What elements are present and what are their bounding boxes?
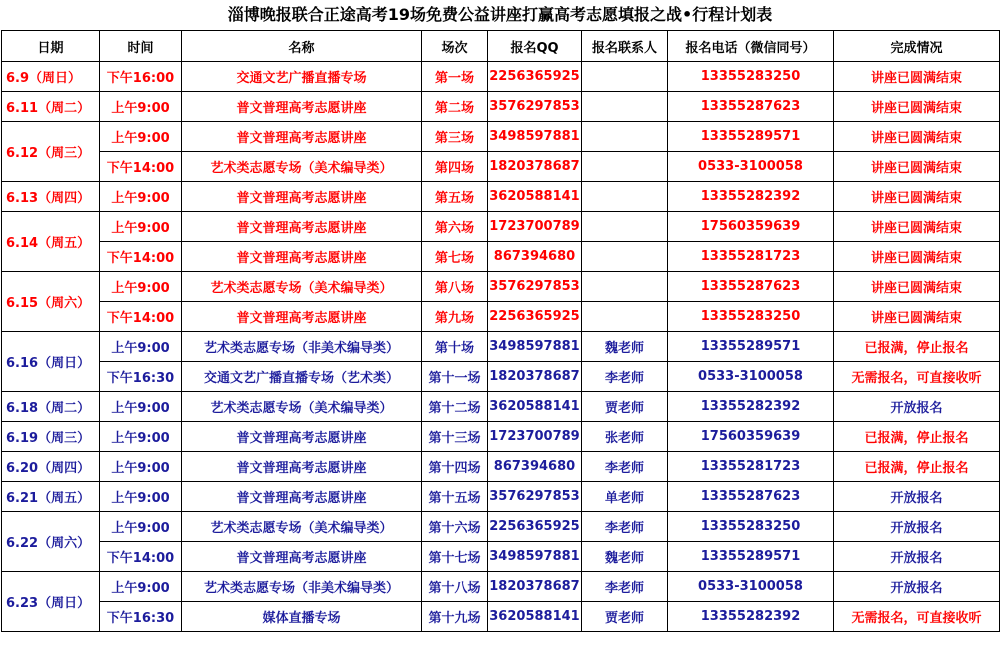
cell-session: 第八场 [422, 272, 488, 302]
cell-time: 上午9:00 [100, 272, 182, 302]
cell-name: 交通文艺广播直播专场（艺术类） [182, 362, 422, 392]
cell-time: 下午14:00 [100, 242, 182, 272]
header-name: 名称 [182, 31, 422, 62]
cell-session: 第十四场 [422, 452, 488, 482]
cell-time: 上午9:00 [100, 92, 182, 122]
cell-phone: 13355283250 [668, 62, 834, 92]
cell-status: 已报满，停止报名 [834, 332, 1000, 362]
cell-session: 第二场 [422, 92, 488, 122]
cell-status: 讲座已圆满结束 [834, 272, 1000, 302]
cell-status: 已报满，停止报名 [834, 422, 1000, 452]
cell-qq: 3498597881 [488, 332, 582, 362]
cell-qq: 2256365925 [488, 62, 582, 92]
cell-qq: 867394680 [488, 242, 582, 272]
cell-time: 下午16:30 [100, 362, 182, 392]
cell-qq: 3576297853 [488, 92, 582, 122]
cell-qq: 3620588141 [488, 392, 582, 422]
cell-name: 普文普理高考志愿讲座 [182, 422, 422, 452]
table-header-row [2, 31, 1000, 62]
cell-phone: 13355281723 [668, 452, 834, 482]
table-row [2, 542, 1000, 572]
cell-name: 媒体直播专场 [182, 602, 422, 632]
table-row [2, 272, 1000, 302]
table-row [2, 512, 1000, 542]
cell-name: 艺术类志愿专场（非美术编导类） [182, 572, 422, 602]
cell-contact [582, 152, 668, 182]
cell-time: 下午14:00 [100, 302, 182, 332]
header-time: 时间 [100, 31, 182, 62]
cell-contact [582, 122, 668, 152]
cell-contact: 单老师 [582, 482, 668, 512]
header-qq: 报名QQ [488, 31, 582, 62]
cell-status: 开放报名 [834, 542, 1000, 572]
cell-qq: 2256365925 [488, 512, 582, 542]
cell-name: 交通文艺广播直播专场 [182, 62, 422, 92]
cell-name: 艺术类志愿专场（非美术编导类） [182, 332, 422, 362]
cell-time: 上午9:00 [100, 122, 182, 152]
cell-session: 第九场 [422, 302, 488, 332]
cell-session: 第五场 [422, 182, 488, 212]
cell-qq: 1820378687 [488, 152, 582, 182]
cell-contact: 李老师 [582, 452, 668, 482]
header-status: 完成情况 [834, 31, 1000, 62]
cell-name: 普文普理高考志愿讲座 [182, 122, 422, 152]
cell-time: 上午9:00 [100, 452, 182, 482]
cell-time: 下午14:00 [100, 152, 182, 182]
cell-name: 普文普理高考志愿讲座 [182, 302, 422, 332]
cell-contact: 李老师 [582, 362, 668, 392]
cell-session: 第七场 [422, 242, 488, 272]
cell-time: 下午16:00 [100, 62, 182, 92]
cell-phone: 13355287623 [668, 272, 834, 302]
cell-date: 6.20（周四） [2, 452, 100, 482]
cell-status: 无需报名，可直接收听 [834, 602, 1000, 632]
header-phone: 报名电话（微信同号） [668, 31, 834, 62]
cell-contact [582, 242, 668, 272]
header-session: 场次 [422, 31, 488, 62]
cell-name: 艺术类志愿专场（美术编导类） [182, 392, 422, 422]
header-contact: 报名联系人 [582, 31, 668, 62]
cell-status: 开放报名 [834, 572, 1000, 602]
cell-qq: 3620588141 [488, 602, 582, 632]
cell-session: 第十六场 [422, 512, 488, 542]
cell-date: 6.19（周三） [2, 422, 100, 452]
cell-contact: 贾老师 [582, 602, 668, 632]
cell-phone: 13355282392 [668, 182, 834, 212]
cell-status: 讲座已圆满结束 [834, 122, 1000, 152]
cell-status: 讲座已圆满结束 [834, 182, 1000, 212]
page-title: 淄博晚报联合正途高考19场免费公益讲座打赢高考志愿填报之战•行程计划表 [227, 5, 773, 24]
table-row [2, 332, 1000, 362]
cell-phone: 13355283250 [668, 302, 834, 332]
cell-time: 上午9:00 [100, 572, 182, 602]
cell-name: 普文普理高考志愿讲座 [182, 212, 422, 242]
cell-qq: 3576297853 [488, 272, 582, 302]
cell-date: 6.23（周日） [2, 572, 100, 632]
cell-phone: 13355287623 [668, 482, 834, 512]
table-row [2, 242, 1000, 272]
cell-status: 讲座已圆满结束 [834, 212, 1000, 242]
cell-name: 普文普理高考志愿讲座 [182, 242, 422, 272]
table-row [2, 602, 1000, 632]
cell-contact: 魏老师 [582, 542, 668, 572]
cell-session: 第十三场 [422, 422, 488, 452]
cell-qq: 3498597881 [488, 122, 582, 152]
cell-phone: 0533-3100058 [668, 572, 834, 602]
cell-qq: 1820378687 [488, 362, 582, 392]
cell-contact [582, 62, 668, 92]
cell-name: 普文普理高考志愿讲座 [182, 542, 422, 572]
cell-contact: 李老师 [582, 572, 668, 602]
cell-time: 上午9:00 [100, 212, 182, 242]
cell-status: 开放报名 [834, 482, 1000, 512]
cell-date: 6.18（周二） [2, 392, 100, 422]
cell-phone: 13355289571 [668, 332, 834, 362]
cell-time: 下午16:30 [100, 602, 182, 632]
cell-name: 普文普理高考志愿讲座 [182, 182, 422, 212]
table-row [2, 92, 1000, 122]
cell-time: 上午9:00 [100, 182, 182, 212]
cell-phone: 13355282392 [668, 602, 834, 632]
cell-contact: 李老师 [582, 512, 668, 542]
cell-status: 讲座已圆满结束 [834, 62, 1000, 92]
table-row [2, 482, 1000, 512]
cell-qq: 3498597881 [488, 542, 582, 572]
cell-qq: 2256365925 [488, 302, 582, 332]
cell-time: 下午14:00 [100, 542, 182, 572]
cell-qq: 1820378687 [488, 572, 582, 602]
cell-session: 第十五场 [422, 482, 488, 512]
table-row [2, 182, 1000, 212]
cell-contact [582, 272, 668, 302]
cell-session: 第四场 [422, 152, 488, 182]
cell-qq: 1723700789 [488, 212, 582, 242]
table-row [2, 122, 1000, 152]
cell-session: 第十七场 [422, 542, 488, 572]
cell-status: 讲座已圆满结束 [834, 242, 1000, 272]
header-date: 日期 [2, 31, 100, 62]
cell-session: 第十二场 [422, 392, 488, 422]
cell-status: 讲座已圆满结束 [834, 302, 1000, 332]
cell-name: 艺术类志愿专场（美术编导类） [182, 272, 422, 302]
cell-time: 上午9:00 [100, 422, 182, 452]
cell-status: 讲座已圆满结束 [834, 152, 1000, 182]
table-row [2, 302, 1000, 332]
cell-date: 6.12（周三） [2, 122, 100, 182]
cell-name: 普文普理高考志愿讲座 [182, 482, 422, 512]
cell-qq: 3620588141 [488, 182, 582, 212]
cell-contact: 贾老师 [582, 392, 668, 422]
cell-date: 6.16（周日） [2, 332, 100, 392]
cell-name: 艺术类志愿专场（美术编导类） [182, 152, 422, 182]
cell-session: 第三场 [422, 122, 488, 152]
cell-contact [582, 92, 668, 122]
cell-contact: 张老师 [582, 422, 668, 452]
table-row [2, 362, 1000, 392]
cell-status: 讲座已圆满结束 [834, 92, 1000, 122]
cell-qq: 3576297853 [488, 482, 582, 512]
cell-date: 6.13（周四） [2, 182, 100, 212]
cell-status: 无需报名，可直接收听 [834, 362, 1000, 392]
table-row [2, 422, 1000, 452]
cell-time: 上午9:00 [100, 332, 182, 362]
cell-phone: 13355281723 [668, 242, 834, 272]
cell-status: 开放报名 [834, 512, 1000, 542]
cell-name: 艺术类志愿专场（美术编导类） [182, 512, 422, 542]
table-row [2, 392, 1000, 422]
cell-phone: 13355283250 [668, 512, 834, 542]
cell-contact [582, 182, 668, 212]
table-row [2, 452, 1000, 482]
cell-session: 第十八场 [422, 572, 488, 602]
cell-date: 6.22（周六） [2, 512, 100, 572]
cell-date: 6.21（周五） [2, 482, 100, 512]
cell-contact: 魏老师 [582, 332, 668, 362]
cell-phone: 13355282392 [668, 392, 834, 422]
cell-name: 普文普理高考志愿讲座 [182, 452, 422, 482]
table-row [2, 152, 1000, 182]
table-body [2, 62, 1000, 632]
cell-contact [582, 212, 668, 242]
cell-time: 上午9:00 [100, 512, 182, 542]
cell-phone: 0533-3100058 [668, 152, 834, 182]
cell-contact [582, 302, 668, 332]
cell-name: 普文普理高考志愿讲座 [182, 92, 422, 122]
cell-status: 已报满，停止报名 [834, 452, 1000, 482]
table-row [2, 572, 1000, 602]
cell-date: 6.14（周五） [2, 212, 100, 272]
cell-session: 第六场 [422, 212, 488, 242]
cell-date: 6.11（周二） [2, 92, 100, 122]
cell-status: 开放报名 [834, 392, 1000, 422]
cell-session: 第十九场 [422, 602, 488, 632]
cell-date: 6.15（周六） [2, 272, 100, 332]
cell-time: 上午9:00 [100, 392, 182, 422]
schedule-table [1, 30, 1000, 632]
cell-session: 第一场 [422, 62, 488, 92]
cell-phone: 17560359639 [668, 422, 834, 452]
cell-phone: 13355287623 [668, 92, 834, 122]
cell-date: 6.9（周日） [2, 62, 100, 92]
table-row [2, 212, 1000, 242]
cell-time: 上午9:00 [100, 482, 182, 512]
table-row [2, 62, 1000, 92]
cell-qq: 1723700789 [488, 422, 582, 452]
cell-phone: 17560359639 [668, 212, 834, 242]
cell-session: 第十一场 [422, 362, 488, 392]
cell-phone: 0533-3100058 [668, 362, 834, 392]
cell-phone: 13355289571 [668, 542, 834, 572]
cell-session: 第十场 [422, 332, 488, 362]
cell-qq: 867394680 [488, 452, 582, 482]
cell-phone: 13355289571 [668, 122, 834, 152]
